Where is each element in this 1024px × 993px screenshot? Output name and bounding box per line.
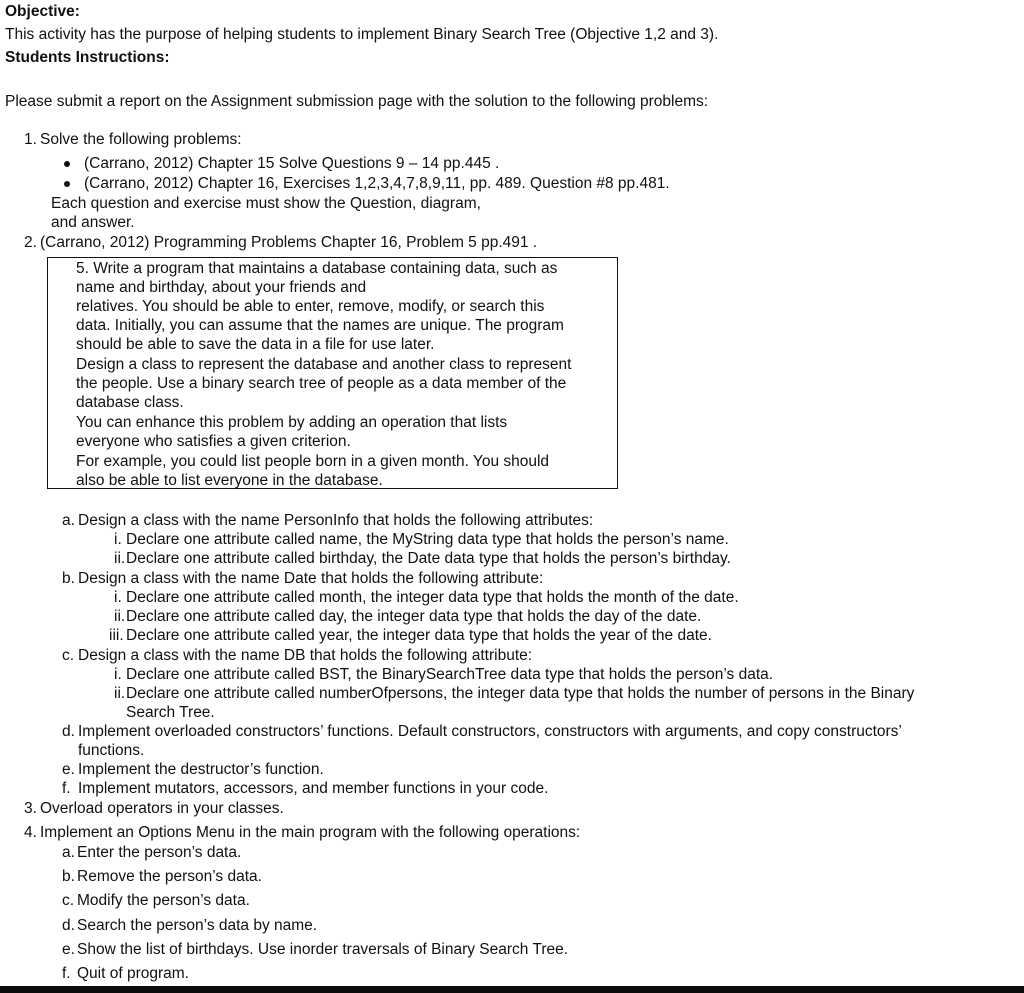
attribute-text: Declare one attribute called day, the integer data type that holds the day of the date.	[126, 608, 702, 625]
subitem-marker: e.	[62, 761, 75, 778]
subitem-marker: d.	[62, 723, 75, 740]
attribute-marker: ii.	[114, 685, 126, 702]
option-text: Show the list of birthdays. Use inorder traversals of Binary Search Tree.	[77, 941, 569, 958]
option-marker: e.	[62, 941, 75, 958]
attribute-text: Declare one attribute called BST, the BinarySearchTree data type that holds the person’s data.	[126, 666, 774, 683]
attribute-text: Declare one attribute called name, the MyString data type that holds the person’s name.	[126, 531, 729, 548]
subitem-marker: f.	[62, 780, 71, 797]
attribute-marker: i.	[114, 589, 122, 606]
attribute-marker: ii.	[114, 550, 126, 567]
problem-line: 5. Write a program that maintains a database containing data, such as	[76, 260, 558, 277]
subitem-f-text: Implement mutators, accessors, and member functions in your code.	[78, 780, 549, 797]
problem-line: Design a class to represent the database and another class to represent	[76, 356, 572, 373]
subitem-marker: b.	[62, 570, 75, 587]
option-marker: f.	[62, 965, 71, 982]
subitem-d-text: functions.	[78, 742, 145, 759]
instructions-heading: Students Instructions:	[5, 49, 170, 66]
item4-number: 4.	[24, 824, 37, 841]
objective-text: This activity has the purpose of helping students to implement Binary Search Tree (Objective 1,2 and 3).	[5, 26, 719, 43]
problem-line: You can enhance this problem by adding an operation that lists	[76, 414, 508, 431]
objective-heading: Objective:	[5, 3, 80, 20]
item1-bullet: (Carrano, 2012) Chapter 15 Solve Questions 9 – 14 pp.445 .	[84, 155, 500, 172]
option-text: Remove the person’s data.	[77, 868, 262, 885]
subitem-marker: c.	[62, 647, 75, 664]
problem-line: database class.	[76, 394, 184, 411]
item1-number: 1.	[24, 131, 37, 148]
attribute-marker: ii.	[114, 608, 126, 625]
problem-line: also be able to list everyone in the database.	[76, 472, 383, 489]
item3-number: 3.	[24, 800, 37, 817]
item2-text: (Carrano, 2012) Programming Problems Chapter 16, Problem 5 pp.491 .	[40, 234, 538, 251]
option-text: Modify the person’s data.	[77, 892, 250, 909]
item1-note: and answer.	[51, 214, 135, 231]
instructions-intro: Please submit a report on the Assignment submission page with the solution to the following problems:	[5, 93, 709, 110]
attribute-text: Declare one attribute called numberOfpersons, the integer data type that holds the number of persons in the Binary	[126, 685, 915, 702]
item2-number: 2.	[24, 234, 37, 251]
subitem-a-text: Design a class with the name PersonInfo that holds the following attributes:	[78, 512, 594, 529]
option-marker: a.	[62, 844, 75, 861]
subitem-c-text: Design a class with the name DB that holds the following attribute:	[78, 647, 533, 664]
option-text: Search the person’s data by name.	[77, 917, 318, 934]
attribute-text: Declare one attribute called year, the integer data type that holds the year of the date.	[126, 627, 712, 644]
bullet-icon	[64, 181, 70, 187]
problem-line: everyone who satisfies a given criterion.	[76, 433, 351, 450]
problem-line: should be able to save the data in a file for use later.	[76, 336, 435, 353]
problem-line: data. Initially, you can assume that the names are unique. The program	[76, 317, 564, 334]
subitem-marker: a.	[62, 512, 75, 529]
attribute-continuation: Search Tree.	[126, 704, 215, 721]
option-marker: c.	[62, 892, 75, 909]
problem-line: the people. Use a binary search tree of people as a data member of the	[76, 375, 567, 392]
option-marker: d.	[62, 917, 75, 934]
bottom-border	[0, 986, 1024, 993]
subitem-d-text: Implement overloaded constructors’ functions. Default constructors, constructors with arguments, and copy constructors’	[78, 723, 902, 740]
item4-text: Implement an Options Menu in the main program with the following operations:	[40, 824, 581, 841]
option-text: Quit of program.	[77, 965, 189, 982]
item3-text: Overload operators in your classes.	[40, 800, 284, 817]
attribute-marker: iii.	[109, 627, 124, 644]
option-text: Enter the person’s data.	[77, 844, 242, 861]
item1-text: Solve the following problems:	[40, 131, 242, 148]
subitem-b-text: Design a class with the name Date that holds the following attribute:	[78, 570, 544, 587]
problem-line: name and birthday, about your friends and	[76, 279, 367, 296]
subitem-e-text: Implement the destructor’s function.	[78, 761, 324, 778]
item1-bullet: (Carrano, 2012) Chapter 16, Exercises 1,2,3,4,7,8,9,11, pp. 489. Question #8 pp.481.	[84, 175, 670, 192]
problem-line: For example, you could list people born in a given month. You should	[76, 453, 550, 470]
attribute-text: Declare one attribute called birthday, the Date data type that holds the person’s birthday.	[126, 550, 731, 567]
attribute-text: Declare one attribute called month, the integer data type that holds the month of the date.	[126, 589, 739, 606]
bullet-icon	[64, 161, 70, 167]
option-marker: b.	[62, 868, 75, 885]
item1-note: Each question and exercise must show the Question, diagram,	[51, 195, 481, 212]
attribute-marker: i.	[114, 531, 122, 548]
attribute-marker: i.	[114, 666, 122, 683]
problem-line: relatives. You should be able to enter, remove, modify, or search this	[76, 298, 545, 315]
